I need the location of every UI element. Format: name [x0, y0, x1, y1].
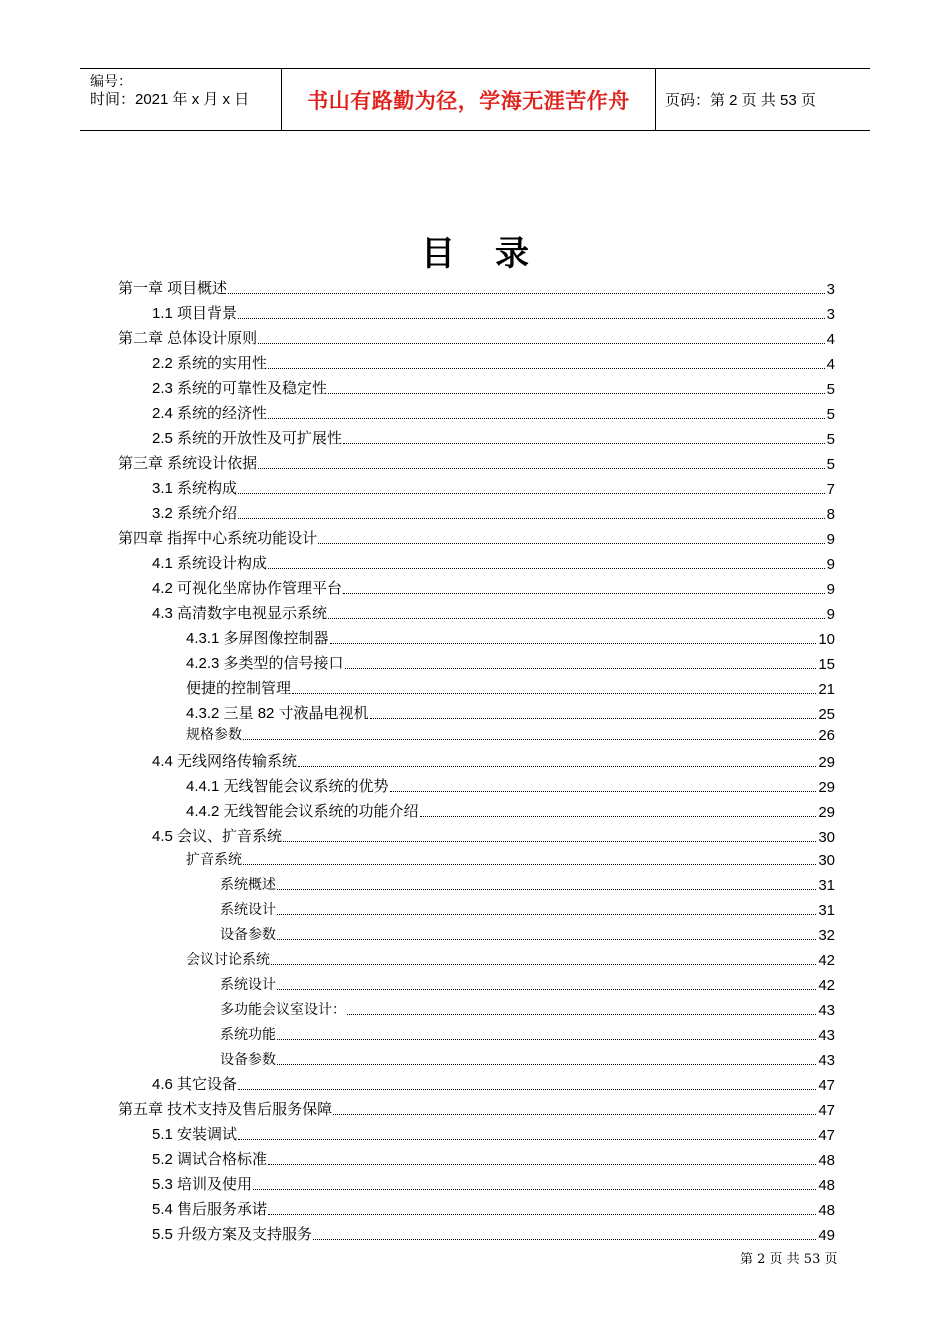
- toc-leader-dots: [268, 367, 825, 369]
- toc-entry-page: 5: [826, 431, 835, 448]
- toc-leader-dots: [238, 492, 825, 494]
- toc-leader-dots: [330, 642, 817, 644]
- toc-leader-dots: [243, 863, 816, 865]
- toc-entry-page: 25: [818, 706, 835, 723]
- toc-leader-dots: [258, 467, 824, 469]
- toc-entry[interactable]: [118, 328, 835, 348]
- toc-entry-page: 9: [826, 606, 835, 623]
- toc-entry-title: 第三章 系统设计依据: [118, 455, 258, 472]
- toc-entry[interactable]: [152, 1149, 835, 1169]
- toc-entry[interactable]: [220, 874, 835, 894]
- toc-entry-title: 3.2 系统介绍: [152, 505, 238, 522]
- toc-entry-title: 3.1 系统构成: [152, 480, 238, 497]
- toc-entry[interactable]: [118, 278, 835, 298]
- toc-entry-title: 4.4.1 无线智能会议系统的优势: [186, 778, 389, 795]
- toc-entry[interactable]: [152, 503, 835, 523]
- toc-entry-page: 5: [826, 406, 835, 423]
- toc-entry-page: 29: [818, 804, 835, 821]
- toc-leader-dots: [370, 717, 817, 719]
- toc-entry[interactable]: [220, 899, 835, 919]
- toc-leader-dots: [343, 592, 825, 594]
- toc-leader-dots: [238, 1088, 816, 1090]
- toc-entry[interactable]: [152, 1124, 835, 1144]
- toc-entry[interactable]: [186, 628, 835, 648]
- toc-entry-title: 系统功能: [220, 1027, 276, 1043]
- toc-entry[interactable]: [152, 353, 835, 373]
- toc-entry-title: 规格参数: [186, 727, 242, 743]
- toc-leader-dots: [328, 617, 825, 619]
- toc-entry-title: 设备参数: [220, 927, 276, 943]
- toc-leader-dots: [228, 292, 824, 294]
- toc-entry-page: 3: [826, 306, 835, 323]
- toc-entry[interactable]: [186, 678, 835, 698]
- toc-entry-title: 会议讨论系统: [186, 952, 270, 968]
- toc-entry-page: 9: [826, 556, 835, 573]
- toc-entry-page: 43: [818, 1002, 835, 1019]
- toc-entry-title: 4.2.3 多类型的信号接口: [186, 655, 344, 672]
- toc-leader-dots: [238, 517, 825, 519]
- toc-entry[interactable]: [152, 603, 835, 623]
- toc-entry-title: 多功能会议室设计：: [220, 1002, 346, 1018]
- toc-entry-title: 系统设计: [220, 902, 276, 918]
- toc-entry-page: 5: [826, 456, 835, 473]
- toc-leader-dots: [347, 1013, 816, 1015]
- toc-entry-title: 5.3 培训及使用: [152, 1176, 253, 1193]
- toc-entry-title: 5.2 调试合格标准: [152, 1151, 268, 1168]
- header-page-info: 页码：第 2 页 共 53 页: [665, 92, 816, 109]
- toc-entry-page: 48: [818, 1202, 835, 1219]
- toc-entry-page: 43: [818, 1027, 835, 1044]
- toc-leader-dots: [298, 765, 816, 767]
- toc-entry[interactable]: [152, 1074, 835, 1094]
- header-meta-cell: [80, 69, 281, 130]
- toc-leader-dots: [420, 815, 817, 817]
- toc-entry[interactable]: [186, 653, 835, 673]
- toc-entry[interactable]: [118, 1099, 835, 1119]
- toc-entry[interactable]: [186, 724, 835, 744]
- header-page-cell: [655, 69, 870, 130]
- toc-entry-page: 49: [818, 1227, 835, 1244]
- toc-leader-dots: [238, 1138, 816, 1140]
- toc-entry[interactable]: [220, 999, 835, 1019]
- header-motto: 书山有路勤为径，学海无涯苦作舟: [307, 88, 630, 113]
- toc-leader-dots: [271, 963, 816, 965]
- page-header: [80, 68, 870, 131]
- toc-leader-dots: [277, 938, 816, 940]
- toc-leader-dots: [390, 790, 817, 792]
- toc-entry-title: 2.3 系统的可靠性及稳定性: [152, 380, 328, 397]
- toc-entry-page: 30: [818, 852, 835, 869]
- toc-entry[interactable]: [152, 553, 835, 573]
- toc-entry[interactable]: [220, 924, 835, 944]
- toc-entry-page: 26: [818, 727, 835, 744]
- toc-leader-dots: [328, 392, 825, 394]
- toc-entry-title: 4.3.2 三星 82 寸液晶电视机: [186, 705, 369, 722]
- toc-entry-page: 5: [826, 381, 835, 398]
- toc-leader-dots: [253, 1188, 816, 1190]
- toc-entry-page: 9: [826, 581, 835, 598]
- toc-entry[interactable]: [152, 478, 835, 498]
- toc-entry-page: 3: [826, 281, 835, 298]
- toc-entry-title: 便捷的控制管理: [186, 680, 292, 697]
- toc-leader-dots: [258, 342, 824, 344]
- toc-entry-page: 15: [818, 656, 835, 673]
- toc-entry-title: 第四章 指挥中心系统功能设计: [118, 530, 318, 547]
- toc-leader-dots: [292, 692, 816, 694]
- toc-leader-dots: [318, 542, 824, 544]
- toc-entry-page: 31: [818, 902, 835, 919]
- toc-entry[interactable]: [186, 849, 835, 869]
- toc-entry-title: 第五章 技术支持及售后服务保障: [118, 1101, 333, 1118]
- toc-title: 目录: [421, 235, 569, 273]
- toc-entry[interactable]: [152, 378, 835, 398]
- toc-entry-title: 5.5 升级方案及支持服务: [152, 1226, 313, 1243]
- toc-entry-title: 4.5 会议、扩音系统: [152, 828, 283, 845]
- toc-entry-page: 47: [818, 1077, 835, 1094]
- toc-entry-page: 29: [818, 754, 835, 771]
- toc-entry-page: 47: [818, 1127, 835, 1144]
- toc-entry-page: 31: [818, 877, 835, 894]
- toc-entry-page: 29: [818, 779, 835, 796]
- toc-entry-title: 扩音系统: [186, 852, 242, 868]
- toc-leader-dots: [345, 667, 817, 669]
- toc-leader-dots: [283, 840, 816, 842]
- toc-entry[interactable]: [152, 428, 835, 448]
- toc-entry-page: 32: [818, 927, 835, 944]
- toc-entry-title: 系统概述: [220, 877, 276, 893]
- toc-entry-title: 4.6 其它设备: [152, 1076, 238, 1093]
- toc-entry-title: 2.2 系统的实用性: [152, 355, 268, 372]
- toc-entry[interactable]: [152, 1224, 835, 1244]
- toc-entry-title: 4.4 无线网络传输系统: [152, 753, 298, 770]
- toc-entry-page: 48: [818, 1152, 835, 1169]
- toc-leader-dots: [277, 1038, 816, 1040]
- toc-entry[interactable]: [186, 703, 835, 723]
- toc-entry-page: 30: [818, 829, 835, 846]
- toc-leader-dots: [333, 1113, 816, 1115]
- toc-entry[interactable]: [220, 1024, 835, 1044]
- toc-leader-dots: [277, 913, 816, 915]
- toc-entry-page: 21: [818, 681, 835, 698]
- toc-entry-page: 47: [818, 1102, 835, 1119]
- document-date-label: 时间：2021 年 x 月 x 日: [90, 91, 250, 108]
- toc-entry-page: 8: [826, 506, 835, 523]
- document-number-label: 编号：: [90, 73, 132, 89]
- toc-leader-dots: [243, 738, 816, 740]
- toc-entry-title: 第二章 总体设计原则: [118, 330, 258, 347]
- toc-leader-dots: [238, 317, 825, 319]
- toc-entry[interactable]: [186, 776, 835, 796]
- toc-entry-title: 第一章 项目概述: [118, 280, 228, 297]
- toc-entry-title: 设备参数: [220, 1052, 276, 1068]
- toc-entry-title: 5.4 售后服务承诺: [152, 1201, 268, 1218]
- toc-entry-page: 10: [818, 631, 835, 648]
- toc-leader-dots: [277, 888, 816, 890]
- toc-entry-page: 4: [826, 356, 835, 373]
- toc-entry[interactable]: [152, 578, 835, 598]
- page-footer: 第 2 页 共 53 页: [740, 1252, 838, 1267]
- toc-entry[interactable]: [152, 826, 835, 846]
- toc-entry-title: 4.3 高清数字电视显示系统: [152, 605, 328, 622]
- toc-entry[interactable]: [220, 1049, 835, 1069]
- toc-leader-dots: [268, 1213, 816, 1215]
- toc-entry[interactable]: [118, 528, 835, 548]
- toc-leader-dots: [268, 567, 825, 569]
- toc-entry-title: 4.3.1 多屏图像控制器: [186, 630, 329, 647]
- toc-entry[interactable]: [118, 453, 835, 473]
- toc-entry-title: 5.1 安装调试: [152, 1126, 238, 1143]
- toc-entry-page: 48: [818, 1177, 835, 1194]
- toc-leader-dots: [268, 417, 825, 419]
- toc-entry-title: 4.1 系统设计构成: [152, 555, 268, 572]
- toc-entry-page: 7: [826, 481, 835, 498]
- toc-entry[interactable]: [152, 1174, 835, 1194]
- toc-entry[interactable]: [152, 403, 835, 423]
- toc-leader-dots: [313, 1238, 816, 1240]
- toc-entry-title: 1.1 项目背景: [152, 305, 238, 322]
- toc-leader-dots: [343, 442, 825, 444]
- toc-entry-title: 2.4 系统的经济性: [152, 405, 268, 422]
- toc-entry[interactable]: [152, 303, 835, 323]
- toc-entry[interactable]: [186, 949, 835, 969]
- toc-entry-title: 4.2 可视化坐席协作管理平台: [152, 580, 343, 597]
- toc-entry-title: 系统设计: [220, 977, 276, 993]
- toc-entry-page: 42: [818, 952, 835, 969]
- toc-entry-title: 2.5 系统的开放性及可扩展性: [152, 430, 343, 447]
- toc-entry-page: 43: [818, 1052, 835, 1069]
- toc-entry[interactable]: [152, 751, 835, 771]
- header-motto-cell: [281, 69, 656, 130]
- toc-entry-page: 42: [818, 977, 835, 994]
- toc-leader-dots: [277, 988, 816, 990]
- toc-entry-title: 4.4.2 无线智能会议系统的功能介绍: [186, 803, 419, 820]
- toc-entry[interactable]: [186, 801, 835, 821]
- toc-leader-dots: [268, 1163, 816, 1165]
- toc-entry-page: 9: [826, 531, 835, 548]
- toc-leader-dots: [277, 1063, 816, 1065]
- toc-entry[interactable]: [220, 974, 835, 994]
- toc-entry[interactable]: [152, 1199, 835, 1219]
- toc-entry-page: 4: [826, 331, 835, 348]
